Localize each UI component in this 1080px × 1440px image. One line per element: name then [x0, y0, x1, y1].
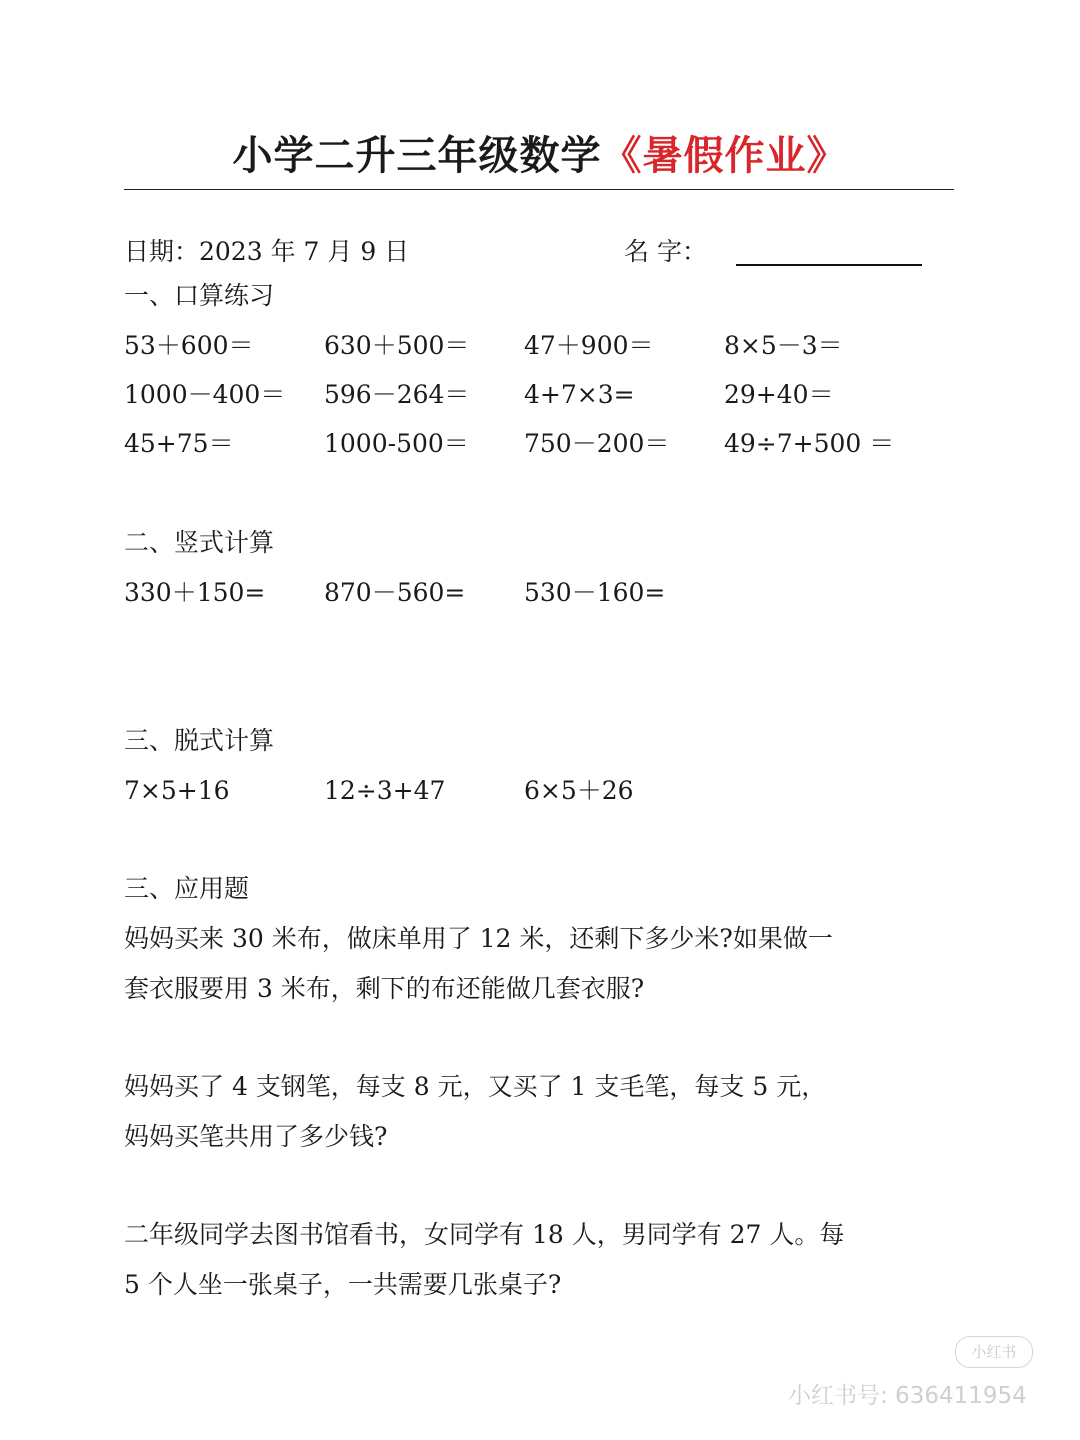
word-problem-line: 套衣服要用 3 米布，剩下的布还能做几套衣服?	[124, 974, 645, 1003]
oral-item: 45+75＝	[124, 429, 234, 458]
stepwise-item: 7×5+16	[124, 776, 230, 805]
oral-item: 8×5－3＝	[724, 331, 843, 360]
word-problem-line: 妈妈买笔共用了多少钱?	[124, 1122, 388, 1151]
stepwise-item: 12÷3+47	[324, 776, 446, 805]
word-problem-line: 5 个人坐一张桌子，一共需要几张桌子?	[124, 1270, 562, 1299]
vertical-item: 530－160=	[524, 578, 666, 607]
oral-item: 49÷7+500 ＝	[724, 429, 895, 458]
oral-item: 630＋500＝	[324, 331, 470, 360]
section-heading-oral: 一、口算练习	[124, 281, 275, 310]
vertical-item: 330＋150=	[124, 578, 266, 607]
section-heading-stepwise: 三、脱式计算	[124, 726, 275, 755]
date-label: 日期：2023 年 7 月 9 日	[124, 237, 410, 266]
oral-item: 1000－400＝	[124, 380, 286, 409]
oral-item: 47＋900＝	[524, 331, 654, 360]
word-problem	[124, 1062, 964, 1162]
oral-item: 1000-500＝	[324, 429, 469, 458]
section-heading-vertical: 二、竖式计算	[124, 528, 275, 557]
section-heading-word-problems: 三、应用题	[124, 874, 250, 903]
word-problem	[124, 914, 964, 1014]
oral-item: 53＋600＝	[124, 331, 254, 360]
oral-item: 29+40＝	[724, 380, 834, 409]
word-problem-line: 妈妈买来 30 米布，做床单用了 12 米，还剩下多少米?如果做一	[124, 924, 833, 953]
name-blank-line	[736, 264, 922, 266]
oral-item: 596－264＝	[324, 380, 470, 409]
word-problem	[124, 1210, 964, 1310]
title-main: 小学二升三年级数学	[232, 133, 602, 179]
title-highlight: 《暑假作业》	[601, 133, 848, 179]
stepwise-item: 6×5＋26	[524, 776, 634, 805]
watermark-text: 小红书号: 636411954	[788, 1383, 1027, 1409]
watermark-logo: 小红书	[955, 1336, 1033, 1368]
oral-item: 4+7×3=	[524, 380, 635, 409]
title-underline	[124, 189, 954, 190]
word-problem-line: 妈妈买了 4 支钢笔，每支 8 元，又买了 1 支毛笔，每支 5 元，	[124, 1072, 827, 1101]
word-problem-line: 二年级同学去图书馆看书，女同学有 18 人，男同学有 27 人。每	[124, 1220, 845, 1249]
page-title	[0, 128, 1080, 184]
oral-item: 750－200＝	[524, 429, 670, 458]
name-label: 名 字：	[624, 237, 707, 266]
vertical-item: 870－560=	[324, 578, 466, 607]
